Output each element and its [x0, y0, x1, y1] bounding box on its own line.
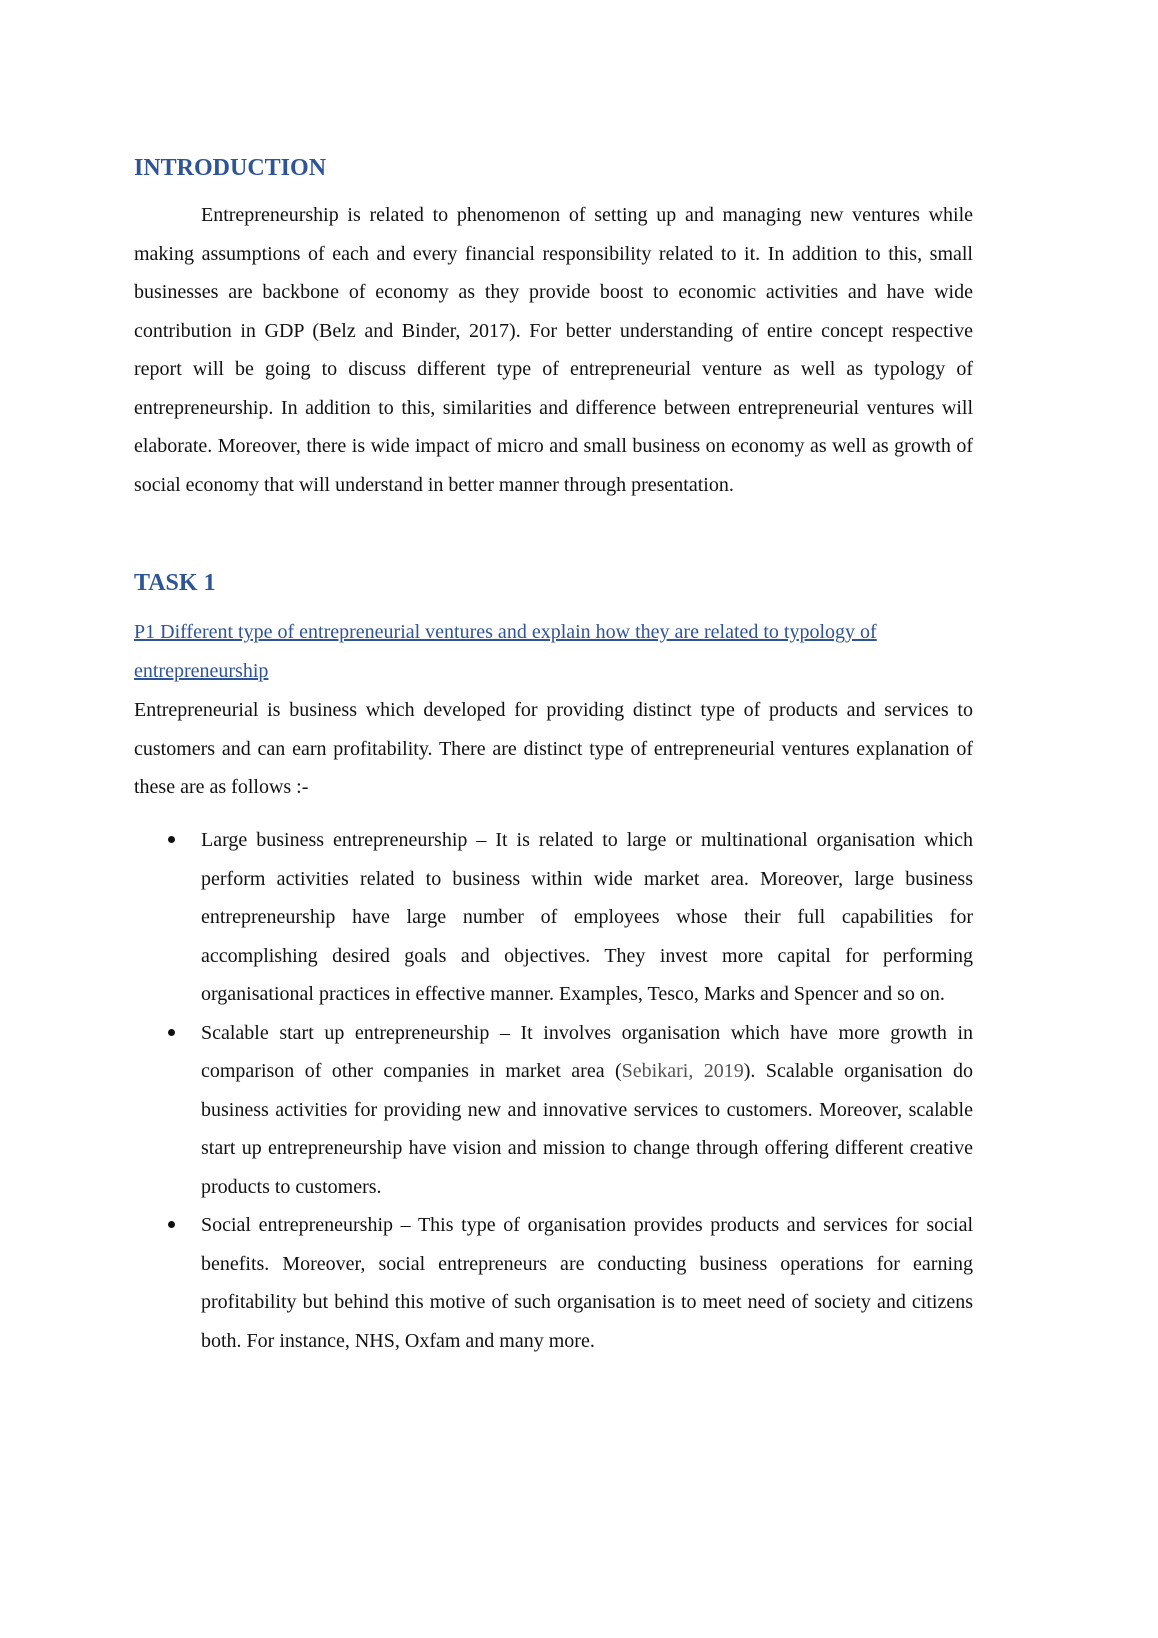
intro-heading: INTRODUCTION — [134, 155, 327, 181]
bullet-icon — [168, 1029, 175, 1036]
task1-paragraph: Entrepreneurial is business which developed for providing distinct type of products and services to customers and can earn profitability. There are distinct type of entrepreneurial ventures explanation of these are as follows :- — [134, 699, 973, 798]
citation: Sebikari, 2019 — [621, 1060, 744, 1082]
list-item-text: Scalable start up entrepreneurship – It involves organisation which have more growth in comparison of other companies in market area ( — [201, 1021, 973, 1082]
list-item-text: Social entrepreneurship – This type of organisation provides products and services for social benefits. Moreover, social entrepreneurs are conducting business operations for earning profitability but behind this motive of such organisation is to meet need of society and citizens both. For instance, NHS, Oxfam and many more. — [201, 1214, 973, 1352]
list-item-social — [134, 1206, 973, 1360]
list-item-text: ). Scalable organisation do business activities for providing new and innovative services to customers. Moreover, scalable start up entrepreneurship have vision and mission to change through offering different creative products to customers. — [201, 1060, 973, 1198]
venture-type-list — [134, 821, 973, 1360]
list-item-large-business — [134, 821, 973, 1014]
intro-paragraph: Entrepreneurship is related to phenomenon of setting up and managing new ventures while making assumptions of each and every financial responsibility related to it. In addition to this, small businesses are backbone of economy as they provide boost to economic activities and have wide contribution in GDP (Belz and Binder, 2017). For better understanding of entire concept respective report will be going to discuss different type of entrepreneurial venture as well as typology of entrepreneurship. In addition to this, similarities and difference between entrepreneurial ventures will elaborate. Moreover, there is wide impact of micro and small business on economy as well as growth of social economy that will understand in better manner through presentation. — [134, 204, 973, 496]
bullet-icon — [168, 836, 175, 843]
task1-heading: TASK 1 — [134, 570, 216, 596]
bullet-icon — [168, 1221, 175, 1228]
task1-subheading-link[interactable]: P1 Different type of entrepreneurial ventures and explain how they are related to typology of entrepreneurship — [134, 621, 877, 682]
list-item-scalable-startup — [134, 1014, 973, 1207]
list-item-text: Large business entrepreneurship – It is related to large or multinational organisation which perform activities related to business within wide market area. Moreover, large business entrepreneurship have large number of employees whose their full capabilities for accomplishing desired goals and objectives. They invest more capital for performing organisational practices in effective manner. Examples, Tesco, Marks and Spencer and so on. — [201, 829, 973, 1005]
